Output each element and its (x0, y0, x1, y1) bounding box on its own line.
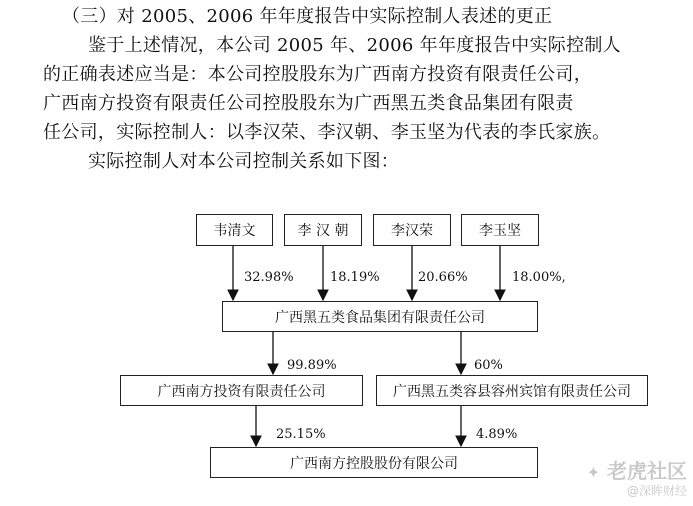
person-box-li-hanchao: 李 汉 朝 (284, 214, 362, 246)
person-box-li-hanrong: 李汉荣 (373, 214, 451, 246)
ownership-pct: 32.98% (244, 270, 294, 285)
paragraph-line: 任公司，实际控制人：以李汉荣、李汉朝、李玉坚为代表的李氏家族。 (43, 122, 611, 143)
watermark-author: @深眸财经 (626, 484, 687, 498)
paragraph-line: 实际控制人对本公司控制关系如下图： (88, 151, 400, 172)
subsidiary-box-nanfang-investment: 广西南方投资有限责任公司 (120, 375, 363, 406)
ownership-pct: 60% (474, 358, 503, 373)
person-box-wei-qingwen: 韦清文 (196, 214, 273, 246)
paragraph-line: 的正确表述应当是：本公司控股股东为广西南方投资有限责任公司， (43, 64, 592, 85)
tiger-logo-icon: ✦ (586, 463, 601, 482)
ownership-pct: 25.15% (276, 427, 326, 442)
ownership-pct: 20.66% (418, 270, 468, 285)
group-company-box: 广西黑五类食品集团有限责任公司 (222, 301, 538, 332)
person-box-li-yujian: 李玉坚 (461, 214, 539, 246)
subsidiary-box-rongzhou-hotel: 广西黑五类容县容州宾馆有限责任公司 (376, 375, 648, 406)
ownership-pct: 18.19% (330, 270, 380, 285)
paragraph-line: 鉴于上述情况，本公司 2005 年、2006 年年度报告中实际控制人 (88, 35, 621, 56)
ownership-pct: 4.89% (476, 427, 518, 442)
section-heading: （三）对 2005、2006 年年度报告中实际控制人表述的更正 (62, 6, 553, 27)
paragraph-line: 广西南方投资有限责任公司控股股东为广西黑五类食品集团有限责 (43, 93, 574, 114)
ownership-pct: 99.89% (287, 358, 337, 373)
watermark-brand: ✦ 老虎社区 (586, 459, 687, 483)
ownership-pct: 18.00%, (512, 270, 566, 285)
target-company-box: 广西南方控股股份有限公司 (210, 447, 538, 478)
